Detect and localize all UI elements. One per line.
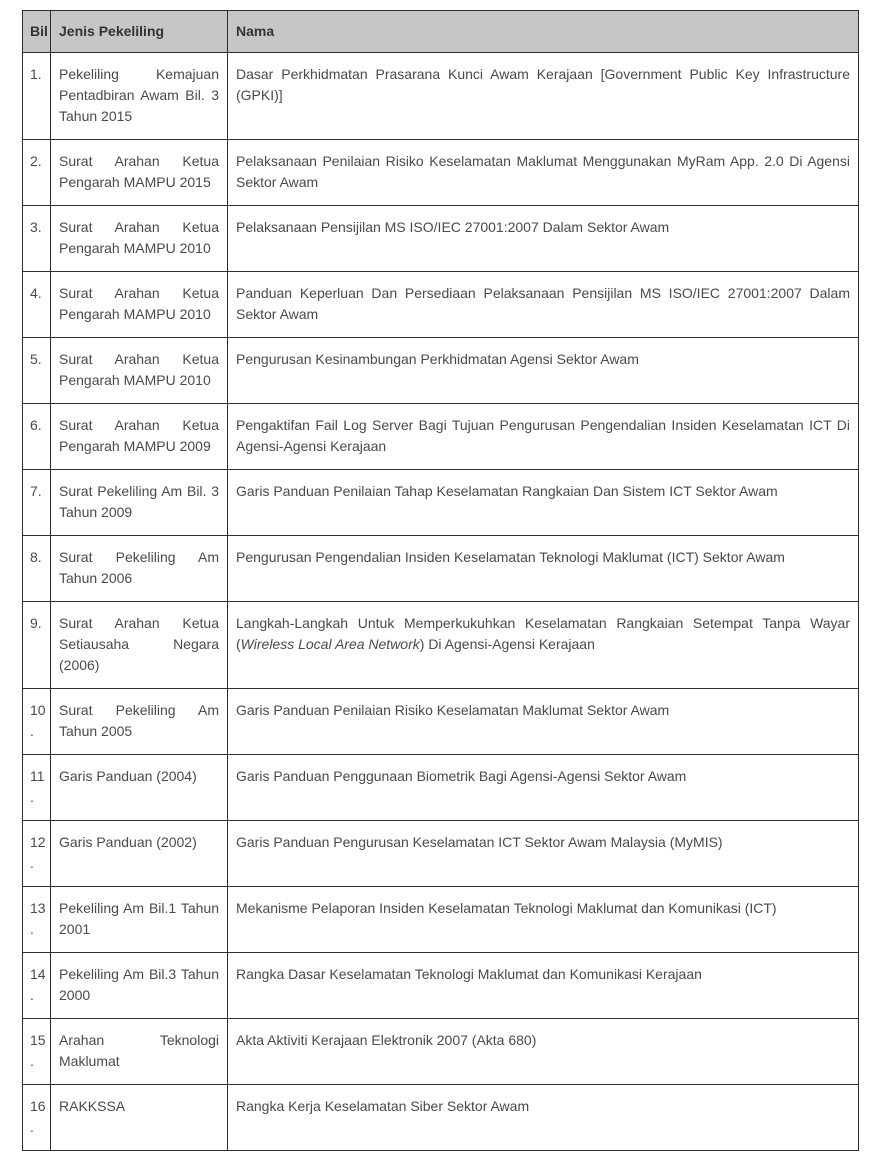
jenis-cell: Surat Arahan Ketua Pengarah MAMPU 2010 bbox=[51, 338, 228, 404]
nama-cell: Garis Panduan Penilaian Risiko Keselamatan Maklumat Sektor Awam bbox=[228, 689, 859, 755]
nama-cell: Dasar Perkhidmatan Prasarana Kunci Awam Kerajaan [Government Public Key Infrastructure (GPKI)] bbox=[228, 53, 859, 140]
jenis-cell: Surat Pekeliling Am Tahun 2006 bbox=[51, 536, 228, 602]
table-row bbox=[23, 536, 859, 602]
bil-cell: 9. bbox=[23, 602, 51, 689]
jenis-cell: Surat Pekeliling Am Tahun 2005 bbox=[51, 689, 228, 755]
column-header-nama: Nama bbox=[228, 11, 859, 53]
table-row bbox=[23, 755, 859, 821]
nama-italic-text: Wireless Local Area Network bbox=[240, 636, 420, 652]
header-row bbox=[23, 11, 859, 53]
column-header-jenis: Jenis Pekeliling bbox=[51, 11, 228, 53]
bil-cell: 11. bbox=[23, 755, 51, 821]
nama-cell: Akta Aktiviti Kerajaan Elektronik 2007 (Akta 680) bbox=[228, 1019, 859, 1085]
nama-cell: Garis Panduan Penilaian Tahap Keselamatan Rangkaian Dan Sistem ICT Sektor Awam bbox=[228, 470, 859, 536]
bil-cell: 5. bbox=[23, 338, 51, 404]
table-row bbox=[23, 404, 859, 470]
bil-cell: 1. bbox=[23, 53, 51, 140]
bil-cell: 14. bbox=[23, 953, 51, 1019]
table-row bbox=[23, 953, 859, 1019]
bil-cell: 8. bbox=[23, 536, 51, 602]
bil-cell: 16. bbox=[23, 1085, 51, 1151]
jenis-cell: Surat Arahan Ketua Pengarah MAMPU 2010 bbox=[51, 206, 228, 272]
jenis-cell: RAKKSSA bbox=[51, 1085, 228, 1151]
nama-cell: Panduan Keperluan Dan Persediaan Pelaksanaan Pensijilan MS ISO/IEC 27001:2007 Dalam Sektor Awam bbox=[228, 272, 859, 338]
jenis-cell: Surat Pekeliling Am Bil. 3 Tahun 2009 bbox=[51, 470, 228, 536]
table-row bbox=[23, 140, 859, 206]
nama-cell: Pengaktifan Fail Log Server Bagi Tujuan Pengurusan Pengendalian Insiden Keselamatan ICT Di Agensi-Agensi Kerajaan bbox=[228, 404, 859, 470]
table-body bbox=[23, 53, 859, 1151]
table-row bbox=[23, 821, 859, 887]
bil-cell: 10. bbox=[23, 689, 51, 755]
jenis-cell: Surat Arahan Ketua Pengarah MAMPU 2010 bbox=[51, 272, 228, 338]
table-row bbox=[23, 1019, 859, 1085]
table-row bbox=[23, 272, 859, 338]
nama-cell: Mekanisme Pelaporan Insiden Keselamatan Teknologi Maklumat dan Komunikasi (ICT) bbox=[228, 887, 859, 953]
nama-text: ) Di Agensi-Agensi Kerajaan bbox=[419, 636, 595, 652]
bil-cell: 7. bbox=[23, 470, 51, 536]
table-row bbox=[23, 53, 859, 140]
table-row bbox=[23, 887, 859, 953]
jenis-cell: Surat Arahan Ketua Pengarah MAMPU 2009 bbox=[51, 404, 228, 470]
table-row bbox=[23, 689, 859, 755]
jenis-cell: Surat Arahan Ketua Pengarah MAMPU 2015 bbox=[51, 140, 228, 206]
bil-cell: 2. bbox=[23, 140, 51, 206]
bil-cell: 6. bbox=[23, 404, 51, 470]
bil-cell: 13. bbox=[23, 887, 51, 953]
bil-cell: 12. bbox=[23, 821, 51, 887]
jenis-cell: Pekeliling Am Bil.1 Tahun 2001 bbox=[51, 887, 228, 953]
table-row bbox=[23, 470, 859, 536]
jenis-cell: Surat Arahan Ketua Setiausaha Negara (2006) bbox=[51, 602, 228, 689]
table-header bbox=[23, 11, 859, 53]
table-row bbox=[23, 338, 859, 404]
nama-cell: Garis Panduan Penggunaan Biometrik Bagi Agensi-Agensi Sektor Awam bbox=[228, 755, 859, 821]
nama-cell: Pengurusan Kesinambungan Perkhidmatan Agensi Sektor Awam bbox=[228, 338, 859, 404]
jenis-cell: Pekeliling Kemajuan Pentadbiran Awam Bil. 3 Tahun 2015 bbox=[51, 53, 228, 140]
nama-cell: Pelaksanaan Pensijilan MS ISO/IEC 27001:2007 Dalam Sektor Awam bbox=[228, 206, 859, 272]
jenis-cell: Garis Panduan (2002) bbox=[51, 821, 228, 887]
nama-text: Langkah-Langkah Untuk Memperkukuhkan Keselamatan Rangkaian Setempat Tanpa Wayar ( bbox=[236, 615, 850, 652]
nama-cell: Pelaksanaan Penilaian Risiko Keselamatan Maklumat Menggunakan MyRam App. 2.0 Di Agensi Sektor Awam bbox=[228, 140, 859, 206]
bil-cell: 15. bbox=[23, 1019, 51, 1085]
nama-cell: Pengurusan Pengendalian Insiden Keselamatan Teknologi Maklumat (ICT) Sektor Awam bbox=[228, 536, 859, 602]
bil-cell: 4. bbox=[23, 272, 51, 338]
jenis-cell: Arahan Teknologi Maklumat bbox=[51, 1019, 228, 1085]
column-header-bil: Bil bbox=[23, 11, 51, 53]
pekeliling-table bbox=[22, 10, 859, 1151]
nama-cell bbox=[228, 602, 859, 689]
table-row bbox=[23, 1085, 859, 1151]
bil-cell: 3. bbox=[23, 206, 51, 272]
table-row bbox=[23, 602, 859, 689]
nama-cell: Garis Panduan Pengurusan Keselamatan ICT Sektor Awam Malaysia (MyMIS) bbox=[228, 821, 859, 887]
table-row bbox=[23, 206, 859, 272]
jenis-cell: Garis Panduan (2004) bbox=[51, 755, 228, 821]
jenis-cell: Pekeliling Am Bil.3 Tahun 2000 bbox=[51, 953, 228, 1019]
nama-cell: Rangka Dasar Keselamatan Teknologi Maklumat dan Komunikasi Kerajaan bbox=[228, 953, 859, 1019]
nama-cell: Rangka Kerja Keselamatan Siber Sektor Awam bbox=[228, 1085, 859, 1151]
